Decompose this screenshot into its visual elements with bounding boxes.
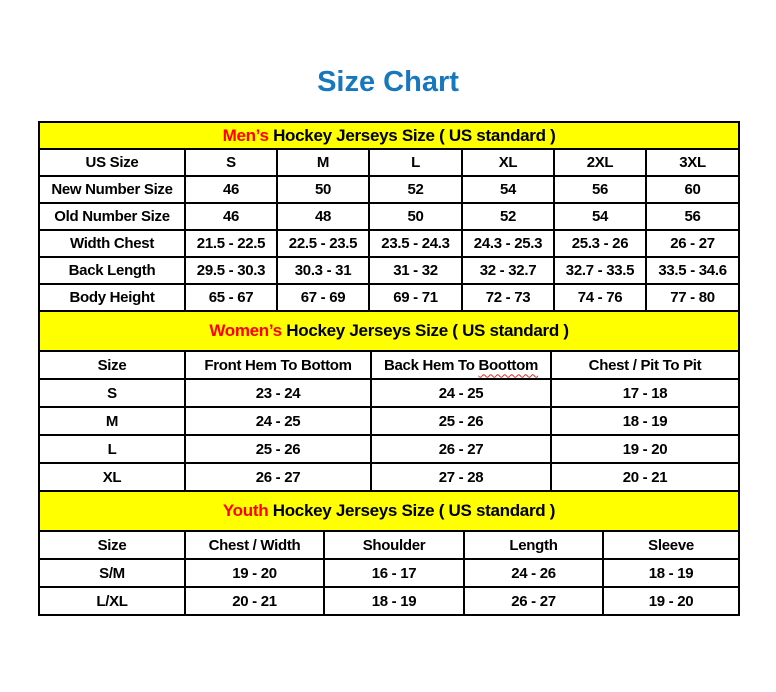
mens-header-3xl: 3XL <box>646 149 739 176</box>
womens-header-row <box>39 351 739 379</box>
table-row <box>39 257 739 284</box>
table-cell: 23.5 - 24.3 <box>369 230 462 257</box>
table-cell: 20 - 21 <box>551 463 739 491</box>
table-cell: 67 - 69 <box>277 284 369 311</box>
mens-section-title <box>39 122 739 149</box>
table-row <box>39 587 739 615</box>
row-label: Back Length <box>39 257 185 284</box>
row-label: L <box>39 435 185 463</box>
table-cell: 19 - 20 <box>185 559 324 587</box>
table-cell: 18 - 19 <box>603 559 739 587</box>
table-cell: 77 - 80 <box>646 284 739 311</box>
mens-header-row <box>39 149 739 176</box>
womens-header-front-hem: Front Hem To Bottom <box>185 351 371 379</box>
table-cell: 54 <box>554 203 646 230</box>
table-cell: 29.5 - 30.3 <box>185 257 277 284</box>
row-label: Width Chest <box>39 230 185 257</box>
size-tables <box>38 121 738 616</box>
womens-title-prefix: Women’s <box>209 321 282 340</box>
mens-header-s: S <box>185 149 277 176</box>
table-cell: 30.3 - 31 <box>277 257 369 284</box>
table-cell: 32 - 32.7 <box>462 257 554 284</box>
table-cell: 19 - 20 <box>551 435 739 463</box>
table-cell: 18 - 19 <box>551 407 739 435</box>
row-label: XL <box>39 463 185 491</box>
table-cell: 46 <box>185 176 277 203</box>
table-cell: 26 - 27 <box>185 463 371 491</box>
youth-title-prefix: Youth <box>222 501 269 520</box>
table-row <box>39 230 739 257</box>
mens-title-prefix: Men’s <box>222 125 269 145</box>
table-cell: 33.5 - 34.6 <box>646 257 739 284</box>
youth-header-sleeve: Sleeve <box>603 531 739 559</box>
table-cell: 54 <box>462 176 554 203</box>
table-cell: 69 - 71 <box>369 284 462 311</box>
table-cell: 48 <box>277 203 369 230</box>
row-label: S <box>39 379 185 407</box>
table-cell: 52 <box>369 176 462 203</box>
mens-header-2xl: 2XL <box>554 149 646 176</box>
table-cell: 25.3 - 26 <box>554 230 646 257</box>
table-cell: 27 - 28 <box>371 463 551 491</box>
table-cell: 60 <box>646 176 739 203</box>
table-cell: 16 - 17 <box>324 559 464 587</box>
table-cell: 25 - 26 <box>185 435 371 463</box>
table-cell: 26 - 27 <box>464 587 603 615</box>
womens-header-back-hem <box>371 351 551 379</box>
mens-header-m: M <box>277 149 369 176</box>
table-row <box>39 407 739 435</box>
row-label: Old Number Size <box>39 203 185 230</box>
table-cell: 46 <box>185 203 277 230</box>
table-cell: 65 - 67 <box>185 284 277 311</box>
youth-title-rest: Hockey Jerseys Size ( US standard ) <box>272 501 556 520</box>
row-label: S/M <box>39 559 185 587</box>
table-row <box>39 379 739 407</box>
table-row <box>39 463 739 491</box>
row-label: L/XL <box>39 587 185 615</box>
table-cell: 17 - 18 <box>551 379 739 407</box>
page-title: Size Chart <box>317 66 459 98</box>
youth-header-length: Length <box>464 531 603 559</box>
row-label: M <box>39 407 185 435</box>
youth-header-row <box>39 531 739 559</box>
table-row <box>39 176 739 203</box>
youth-band-row <box>39 491 739 531</box>
table-cell: 24.3 - 25.3 <box>462 230 554 257</box>
table-row <box>39 284 739 311</box>
mens-header-us-size: US Size <box>39 149 185 176</box>
mens-header-xl: XL <box>462 149 554 176</box>
table-cell: 23 - 24 <box>185 379 371 407</box>
table-cell: 26 - 27 <box>646 230 739 257</box>
table-cell: 26 - 27 <box>371 435 551 463</box>
womens-size-table <box>38 310 740 492</box>
youth-size-table <box>38 490 740 616</box>
table-cell: 56 <box>554 176 646 203</box>
mens-band-row <box>39 122 739 149</box>
mens-size-table <box>38 121 740 312</box>
table-cell: 31 - 32 <box>369 257 462 284</box>
table-cell: 52 <box>462 203 554 230</box>
row-label: New Number Size <box>39 176 185 203</box>
table-cell: 72 - 73 <box>462 284 554 311</box>
table-cell: 32.7 - 33.5 <box>554 257 646 284</box>
mens-title-rest: Hockey Jerseys Size ( US standard ) <box>273 125 556 145</box>
womens-band-row <box>39 311 739 351</box>
table-cell: 24 - 25 <box>371 379 551 407</box>
row-label: Body Height <box>39 284 185 311</box>
youth-section-title <box>39 491 739 531</box>
table-cell: 50 <box>369 203 462 230</box>
womens-section-title <box>39 311 739 351</box>
table-cell: 22.5 - 23.5 <box>277 230 369 257</box>
table-cell: 19 - 20 <box>603 587 739 615</box>
womens-title-rest: Hockey Jerseys Size ( US standard ) <box>286 321 569 340</box>
table-row <box>39 559 739 587</box>
table-cell: 74 - 76 <box>554 284 646 311</box>
table-cell: 18 - 19 <box>324 587 464 615</box>
youth-header-size: Size <box>39 531 185 559</box>
womens-header-chest-pit: Chest / Pit To Pit <box>551 351 739 379</box>
table-row <box>39 203 739 230</box>
table-cell: 50 <box>277 176 369 203</box>
table-cell: 25 - 26 <box>371 407 551 435</box>
back-hem-misspelled-word: Boottom <box>478 356 539 374</box>
womens-header-size: Size <box>39 351 185 379</box>
table-cell: 56 <box>646 203 739 230</box>
table-cell: 24 - 25 <box>185 407 371 435</box>
back-hem-text: Back Hem To <box>383 356 475 374</box>
table-row <box>39 435 739 463</box>
table-cell: 20 - 21 <box>185 587 324 615</box>
youth-header-shoulder: Shoulder <box>324 531 464 559</box>
table-cell: 24 - 26 <box>464 559 603 587</box>
table-cell: 21.5 - 22.5 <box>185 230 277 257</box>
youth-header-chest-width: Chest / Width <box>185 531 324 559</box>
mens-header-l: L <box>369 149 462 176</box>
